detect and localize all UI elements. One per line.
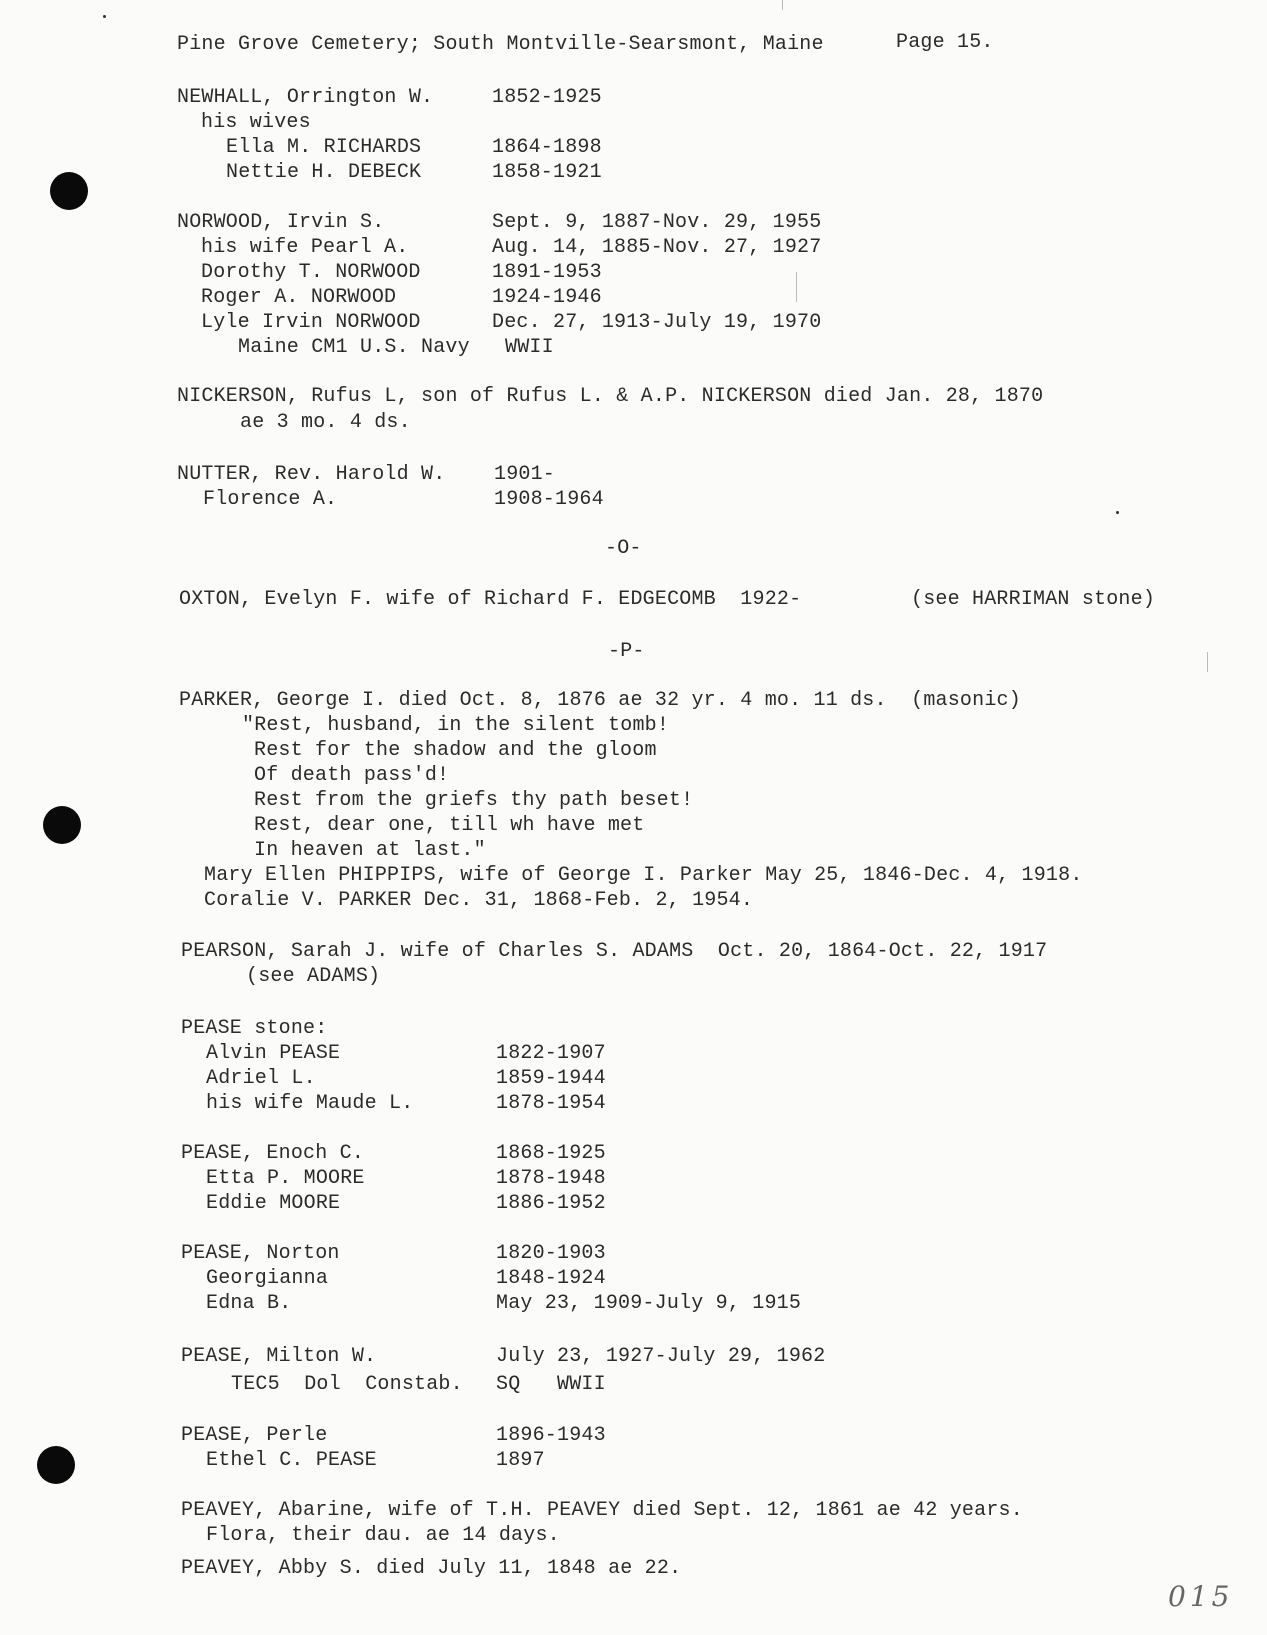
entry-dates: 1822-1907 (496, 1042, 606, 1065)
entry-text: Etta P. MOORE (206, 1167, 365, 1190)
entry-text: "Rest, husband, in the silent tomb! (242, 714, 670, 737)
entry-text: Eddie MOORE (206, 1192, 341, 1215)
entry-text: his wife Pearl A. (201, 236, 409, 259)
binder-hole-top (50, 172, 88, 210)
entry-text: TEC5 Dol Constab. (231, 1373, 463, 1396)
entry-text: Rest for the shadow and the gloom (254, 739, 657, 762)
entry-text: Adriel L. (206, 1067, 316, 1090)
entry-dates: 1897 (496, 1449, 545, 1472)
entry-dates: WWII (505, 336, 554, 359)
entry-text: Maine CM1 U.S. Navy (238, 336, 470, 359)
entry-dates: (see HARRIMAN stone) (911, 588, 1156, 611)
entry-text: PEARSON, Sarah J. wife of Charles S. ADAMS Oct. 20, 1864-Oct. 22, 1917 (181, 940, 1048, 963)
entry-text: Coralie V. PARKER Dec. 31, 1868-Feb. 2, 1954. (204, 889, 754, 912)
entry-dates: 1891-1953 (492, 261, 602, 284)
entry-dates: 1858-1921 (492, 161, 602, 184)
entry-text: OXTON, Evelyn F. wife of Richard F. EDGECOMB 1922- (179, 588, 802, 611)
entry-dates: 1886-1952 (496, 1192, 606, 1215)
binder-hole-bottom (37, 1446, 75, 1484)
entry-text: ae 3 mo. 4 ds. (240, 411, 411, 434)
margin-mark (782, 0, 783, 10)
entry-text: Mary Ellen PHIPPIPS, wife of George I. Parker May 25, 1846-Dec. 4, 1918. (204, 864, 1083, 887)
entry-dates: 1878-1954 (496, 1092, 606, 1115)
entry-text: NUTTER, Rev. Harold W. (177, 463, 446, 486)
entry-text: Nettie H. DEBECK (226, 161, 422, 184)
entry-text: PEASE, Milton W. (181, 1345, 377, 1368)
entry-text: Roger A. NORWOOD (201, 286, 397, 309)
entry-dates: SQ WWII (496, 1373, 606, 1396)
entry-dates: 1924-1946 (492, 286, 602, 309)
entry-text: Flora, their dau. ae 14 days. (206, 1524, 560, 1547)
entry-text: Rest, dear one, till wh have met (254, 814, 645, 837)
entry-dates: 1896-1943 (496, 1424, 606, 1447)
entry-text: PEASE, Perle (181, 1424, 328, 1447)
speck-mark (103, 15, 106, 18)
entry-dates: 1820-1903 (496, 1242, 606, 1265)
entry-text: NICKERSON, Rufus L, son of Rufus L. & A.P. NICKERSON died Jan. 28, 1870 (177, 385, 1044, 408)
entry-text: NEWHALL, Orrington W. (177, 86, 434, 109)
entry-text: -O- (605, 537, 642, 560)
entry-text: PEAVEY, Abby S. died July 11, 1848 ae 22. (181, 1557, 682, 1580)
entry-text: NORWOOD, Irvin S. (177, 211, 385, 234)
entry-text: Lyle Irvin NORWOOD (201, 311, 421, 334)
entry-text: Georgianna (206, 1267, 329, 1290)
entry-dates: 1848-1924 (496, 1267, 606, 1290)
entry-dates: Sept. 9, 1887-Nov. 29, 1955 (492, 211, 822, 234)
entry-text: his wives (201, 111, 311, 134)
handwritten-page-number: 015 (1168, 1580, 1234, 1613)
entry-text: Ella M. RICHARDS (226, 136, 422, 159)
entry-text: Ethel C. PEASE (206, 1449, 377, 1472)
entry-dates: 1901- (494, 463, 556, 486)
entry-dates: May 23, 1909-July 9, 1915 (496, 1292, 802, 1315)
header-cemetery-title: Pine Grove Cemetery; South Montville-Searsmont, Maine (177, 33, 824, 56)
speck-mark (1116, 511, 1119, 514)
entry-dates: 1859-1944 (496, 1067, 606, 1090)
entry-text: Of death pass'd! (254, 764, 450, 787)
entry-dates: 1852-1925 (492, 86, 602, 109)
entry-dates: Dec. 27, 1913-July 19, 1970 (492, 311, 822, 334)
entry-text: his wife Maude L. (206, 1092, 414, 1115)
entry-dates: 1908-1964 (494, 488, 604, 511)
entry-text: Alvin PEASE (206, 1042, 341, 1065)
entry-text: PARKER, George I. died Oct. 8, 1876 ae 32 yr. 4 mo. 11 ds. (masonic) (179, 689, 1021, 712)
header-page-number: Page 15. (896, 31, 994, 54)
entry-dates: 1864-1898 (492, 136, 602, 159)
margin-mark (1207, 652, 1208, 672)
entry-text: PEASE, Norton (181, 1242, 340, 1265)
entry-text: Dorothy T. NORWOOD (201, 261, 421, 284)
entry-dates: 1878-1948 (496, 1167, 606, 1190)
entry-text: -P- (608, 640, 645, 663)
entry-dates: Aug. 14, 1885-Nov. 27, 1927 (492, 236, 822, 259)
entry-dates: July 23, 1927-July 29, 1962 (496, 1345, 826, 1368)
entry-text: Rest from the griefs thy path beset! (254, 789, 694, 812)
entry-text: Florence A. (203, 488, 338, 511)
entry-text: (see ADAMS) (246, 965, 381, 988)
margin-mark (796, 272, 797, 302)
entry-text: In heaven at last." (254, 839, 486, 862)
entry-dates: 1868-1925 (496, 1142, 606, 1165)
entry-text: PEAVEY, Abarine, wife of T.H. PEAVEY died Sept. 12, 1861 ae 42 years. (181, 1499, 1023, 1522)
entry-text: PEASE, Enoch C. (181, 1142, 365, 1165)
binder-hole-middle (43, 806, 81, 844)
entry-text: Edna B. (206, 1292, 292, 1315)
entry-text: PEASE stone: (181, 1017, 328, 1040)
